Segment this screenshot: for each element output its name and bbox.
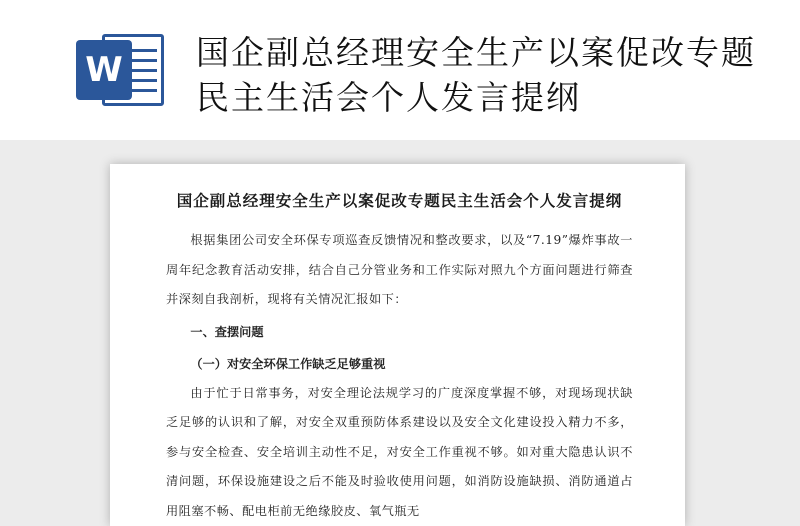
banner-title: 国企副总经理安全生产以案促改专题民主生活会个人发言提纲: [196, 33, 756, 117]
document-title: 国企副总经理安全生产以案促改专题民主生活会个人发言提纲: [176, 191, 623, 210]
document-page: [110, 164, 685, 526]
intro-paragraph: 根据集团公司安全环保专项巡查反馈情况和整改要求，以及“7.19”爆炸事故一周年纪念教育活动安排，结合自己分管业务和工作实际对照九个方面问题进行筛查并深刻自我剖析，现将有关情况汇报如下：: [166, 233, 633, 306]
section-heading: 一、查摆问题: [190, 324, 264, 339]
banner-header: [0, 0, 800, 140]
word-document-icon: [76, 30, 166, 110]
body-paragraph: 由于忙于日常事务，对安全理论法规学习的广度深度掌握不够，对现场现状缺乏足够的认识和了解，对安全双重预防体系建设以及安全文化建设投入精力不多，参与安全检查、安全培训主动性不足，对安全工作重视不够。如对重大隐患认识不清问题，环保设施建设之后不能及时验收使用问题，如消防设施缺损、消防通道占用阻塞不畅、配电柜前无绝缘胶皮、氧气瓶无: [166, 385, 633, 518]
word-logo-tile: W: [76, 40, 132, 100]
subsection-heading: （一）对安全环保工作缺乏足够重视: [190, 356, 386, 371]
